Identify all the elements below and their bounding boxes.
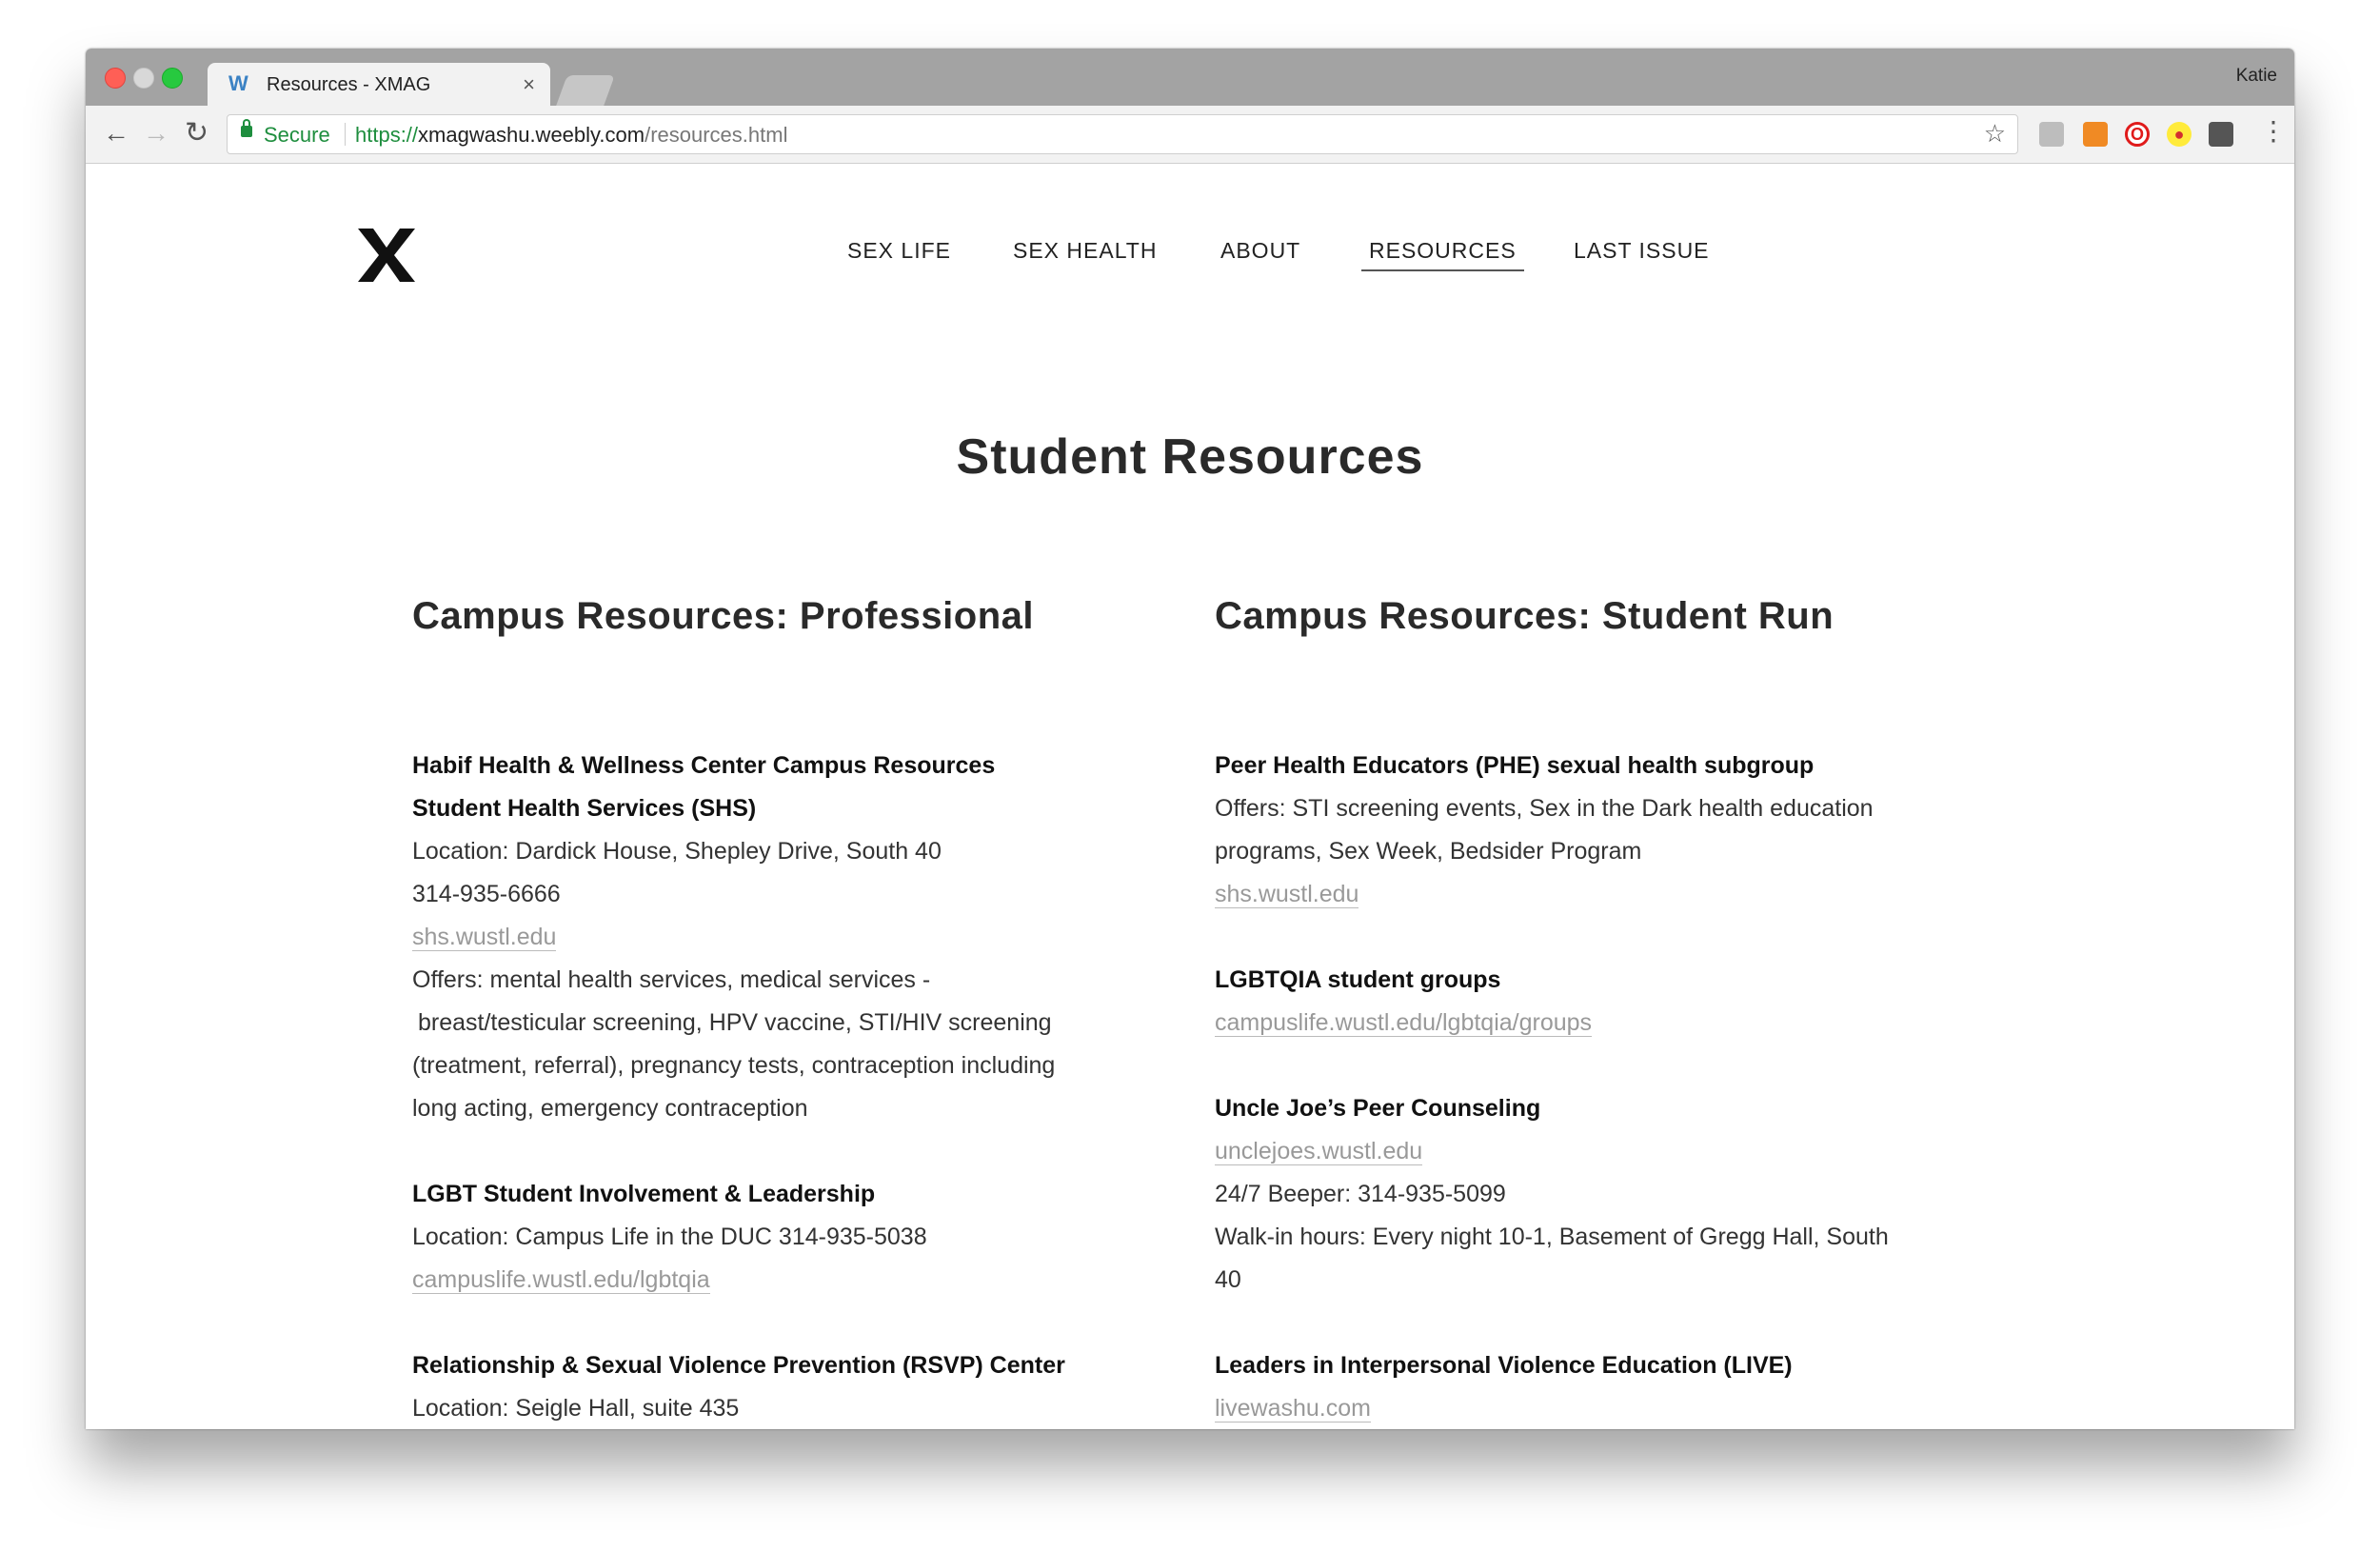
entry-link-text[interactable]: livewashu.com [1215,1395,1371,1422]
back-arrow-icon[interactable]: ← [103,118,129,148]
maximize-window-button[interactable] [162,68,183,89]
entry-offers: (treatment, referral), pregnancy tests, contraception including [412,1052,1056,1079]
entry-offers: long acting, emergency contraception [412,1095,808,1122]
entry-link[interactable] [412,1259,1155,1302]
entry-location: Location: Campus Life in the DUC 314-935-5038 [412,1224,927,1250]
professional-heading: Campus Resources: Professional [412,595,1034,637]
entry-title: LGBTQIA student groups [1215,966,1501,993]
nav-last-issue[interactable]: LAST ISSUE [1574,238,1710,263]
entry-link[interactable] [1215,873,1957,916]
student-run-heading: Campus Resources: Student Run [1215,595,1835,637]
tab-close-icon[interactable]: × [523,72,535,96]
resource-entry [1215,1344,1957,1429]
entry-phone: 314-935-6666 [412,881,561,907]
resource-entry [412,1173,1155,1302]
entry-subtitle: Student Health Services (SHS) [412,795,757,822]
fire-extension-icon[interactable]: ● [2167,122,2192,147]
entry-offers: breast/testicular screening, HPV vaccine, STI/HIV screening [418,1009,1052,1036]
address-bar[interactable] [227,114,2018,154]
nav-sex-life[interactable]: SEX LIFE [847,238,951,263]
entry-link[interactable] [1215,1002,1957,1045]
forward-arrow-icon[interactable]: → [143,118,169,148]
entry-title: Habif Health & Wellness Center Campus Resources [412,752,996,779]
extension-reader-icon[interactable] [2039,122,2064,147]
entry-link[interactable] [1215,1387,1957,1429]
browser-window [86,49,2294,1429]
url-scheme: https:// [355,123,419,147]
entry-beeper: 24/7 Beeper: 314-935-5099 [1215,1181,1506,1207]
url-text[interactable] [355,123,787,148]
resource-entry [1215,1087,1957,1302]
professional-resources-column [412,592,1155,1429]
entry-title: Leaders in Interpersonal Violence Education (LIVE) [1215,1352,1793,1379]
entry-title: Uncle Joe’s Peer Counseling [1215,1095,1541,1122]
page-title: Student Resources [956,429,1424,485]
nav-sex-health[interactable]: SEX HEALTH [1013,238,1158,263]
browser-tab[interactable] [208,63,550,106]
extension-badge-icon[interactable] [2083,122,2108,147]
browser-toolbar [86,106,2294,164]
evernote-extension-icon[interactable] [2209,122,2233,147]
entry-title: Relationship & Sexual Violence Prevention (RSVP) Center [412,1352,1065,1379]
resource-entry [412,745,1155,1130]
weebly-favicon-icon: W [228,71,248,95]
opera-extension-icon[interactable]: O [2125,122,2150,147]
student-run-resources-column [1215,592,1957,1429]
entry-offers: programs, Sex Week, Bedsider Program [1215,838,1642,865]
tab-title: Resources - XMAG [267,74,431,95]
entry-offers: Offers: STI screening events, Sex in the Dark health education [1215,795,1874,822]
entry-title: Peer Health Educators (PHE) sexual health subgroup [1215,752,1815,779]
url-path: /resources.html [645,123,788,147]
title-bar [86,49,2294,106]
entry-link[interactable] [412,916,1155,959]
nav-about[interactable]: ABOUT [1220,238,1301,263]
secure-label: Secure [264,123,330,147]
entry-offers: Offers: mental health services, medical services - [412,966,931,993]
entry-location: Location: Dardick House, Shepley Drive, South 40 [412,838,942,865]
entry-link-text[interactable]: shs.wustl.edu [412,924,557,950]
page-viewport [86,164,2294,1429]
entry-link-text[interactable]: shs.wustl.edu [1215,881,1359,907]
new-tab-button[interactable] [556,75,615,106]
close-window-button[interactable] [105,68,126,89]
address-separator [345,123,346,146]
entry-location: Location: Seigle Hall, suite 435 [412,1395,740,1422]
xmag-logo[interactable] [358,229,415,282]
nav-resources[interactable]: RESOURCES [1361,238,1524,271]
entry-walkin: Walk-in hours: Every night 10-1, Basement of Gregg Hall, South [1215,1224,1889,1250]
resource-entry [1215,959,1957,1045]
resource-entry [1215,745,1957,916]
profile-name[interactable]: Katie [2235,66,2277,86]
entry-link[interactable] [1215,1130,1957,1173]
browser-menu-icon[interactable]: ⋮ [2260,116,2287,146]
resource-entry [412,1344,1155,1429]
reload-icon[interactable]: ↻ [185,117,209,149]
entry-link-text[interactable]: campuslife.wustl.edu/lgbtqia [412,1266,710,1293]
entry-walkin: 40 [1215,1266,1241,1293]
minimize-window-button[interactable] [133,68,154,89]
entry-link-text[interactable]: unclejoes.wustl.edu [1215,1138,1423,1164]
bookmark-star-icon[interactable]: ☆ [1983,119,2006,148]
entry-title: LGBT Student Involvement & Leadership [412,1181,876,1207]
entry-link-text[interactable]: campuslife.wustl.edu/lgbtqia/groups [1215,1009,1593,1036]
lock-icon [241,126,252,137]
url-host: xmagwashu.weebly.com [418,123,645,147]
